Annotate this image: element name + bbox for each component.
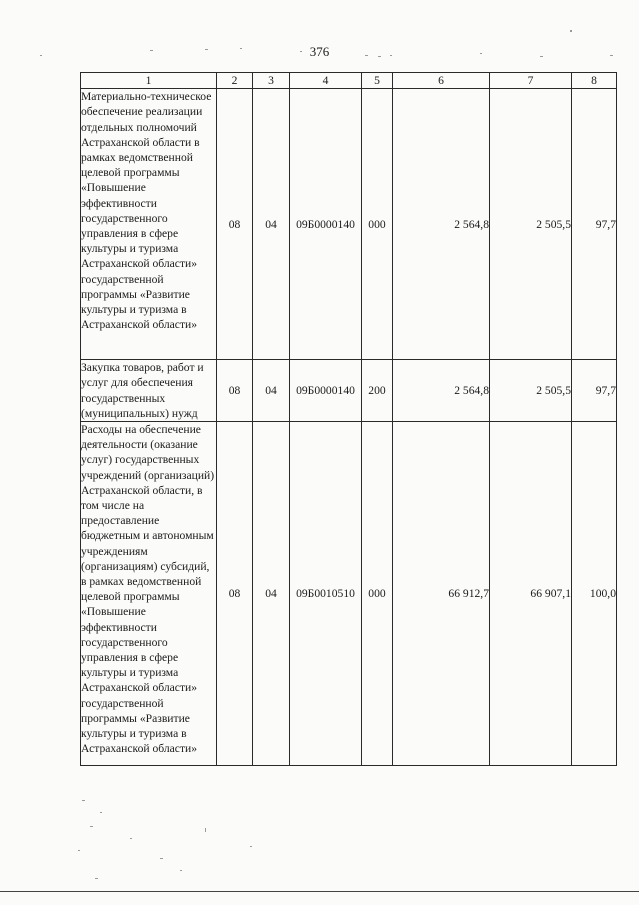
bottom-border [0, 891, 639, 892]
row-description: Закупка товаров, работ и услуг для обеспечения государственных (муниципальных) нужд [81, 360, 217, 422]
execution-percent: 100,0 [572, 422, 617, 766]
column-header: 1 [81, 73, 217, 89]
subsection-code: 04 [253, 89, 290, 360]
column-header: 6 [393, 73, 490, 89]
column-header: 3 [253, 73, 290, 89]
column-header: 4 [290, 73, 362, 89]
amount-planned: 2 564,8 [393, 89, 490, 360]
table-header-row [81, 73, 617, 89]
amount-planned: 2 564,8 [393, 360, 490, 422]
amount-planned: 66 912,7 [393, 422, 490, 766]
target-item-code: 09Б0010510 [290, 422, 362, 766]
budget-table [80, 72, 617, 766]
expense-type-code: 000 [362, 89, 393, 360]
section-code: 08 [217, 422, 253, 766]
target-item-code: 09Б0000140 [290, 89, 362, 360]
table-row [81, 422, 617, 766]
expense-type-code: 000 [362, 422, 393, 766]
row-description: Материально-техническое обеспечение реализации отдельных полномочий Астраханской области в рамках ведомственной целевой программы «Повышение эффективности государственного управления в сфере культуры и туризма Астраханской области» государственной программы «Развитие культуры и туризма в Астраханской области» [81, 89, 217, 360]
column-header: 5 [362, 73, 393, 89]
amount-executed: 2 505,5 [490, 89, 572, 360]
table-row [81, 89, 617, 360]
row-description: Расходы на обеспечение деятельности (оказание услуг) государственных учреждений (организаций) Астраханской области, в том числе на предоставление бюджетным и автономным учреждениям (организациям) субсидий, в рамках ведомственной целевой программы «Повышение эффективности государственного управления в сфере культуры и туризма Астраханской области» государственной программы «Развитие культуры и туризма в Астраханской области» [81, 422, 217, 766]
amount-executed: 66 907,1 [490, 422, 572, 766]
execution-percent: 97,7 [572, 89, 617, 360]
execution-percent: 97,7 [572, 360, 617, 422]
section-code: 08 [217, 89, 253, 360]
subsection-code: 04 [253, 422, 290, 766]
column-header: 7 [490, 73, 572, 89]
expense-type-code: 200 [362, 360, 393, 422]
column-header: 8 [572, 73, 617, 89]
page-number: 376 [309, 44, 330, 59]
section-code: 08 [217, 360, 253, 422]
amount-executed: 2 505,5 [490, 360, 572, 422]
table-row [81, 360, 617, 422]
subsection-code: 04 [253, 360, 290, 422]
target-item-code: 09Б0000140 [290, 360, 362, 422]
column-header: 2 [217, 73, 253, 89]
